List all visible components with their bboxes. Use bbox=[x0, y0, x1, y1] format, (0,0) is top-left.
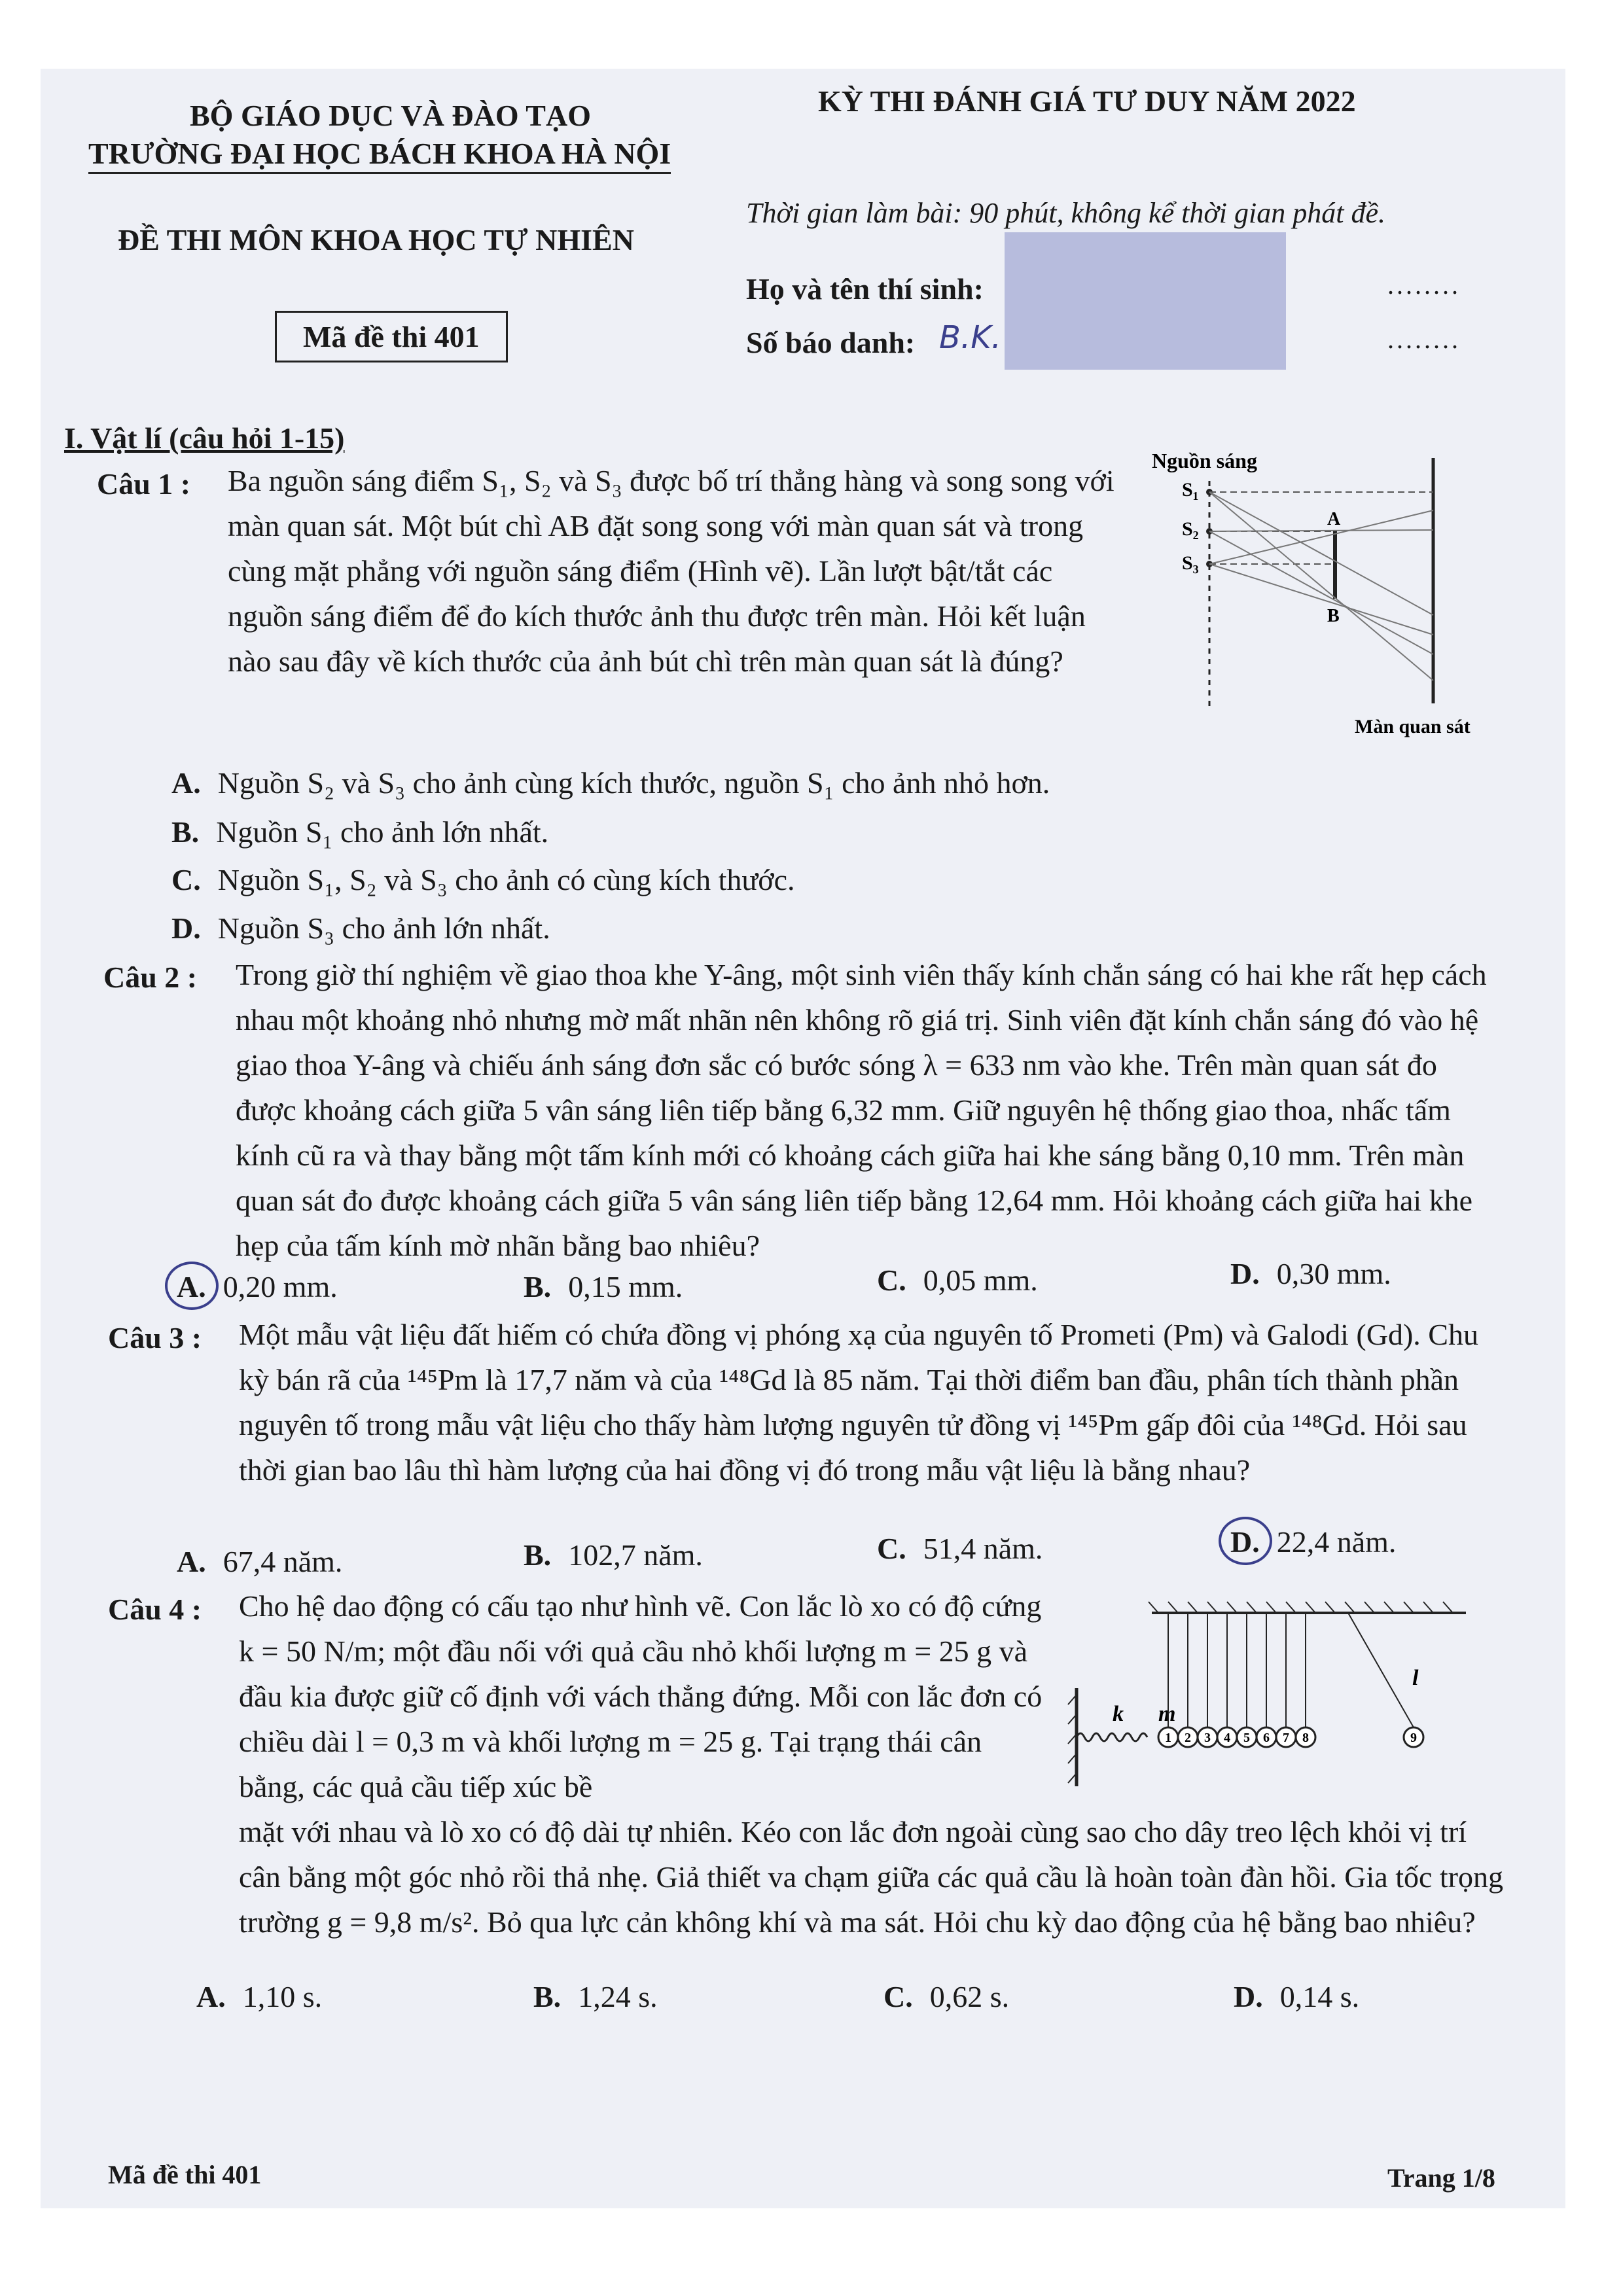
q4-option-a: A. 1,10 s. bbox=[196, 1980, 323, 2013]
ball-7-label: 7 bbox=[1283, 1731, 1289, 1745]
ball-4-label: 4 bbox=[1224, 1731, 1230, 1745]
ball-8-label: 8 bbox=[1302, 1731, 1309, 1745]
q3-text: Một mẫu vật liệu đất hiếm có chứa đồng vị phóng xạ của nguyên tố Prometi (Pm) và Galodi (Gd). Chu kỳ bán rã của ¹⁴⁵Pm là 17,7 năm và của ¹⁴⁸Gd là 85 năm. Tại thời điểm ban đầu, phân tích thành phần nguyên tố trong mẫu vật liệu cho thấy hàm lượng nguyên tử đồng vị ¹⁴⁵Pm gấp đôi của ¹⁴⁸Gd. Hỏi sau thời gian bao lâu thì hàm lượng của hai đồng vị đó trong mẫu vật liệu là bằng nhau? bbox=[239, 1318, 1478, 1487]
name-dots: ........ bbox=[1387, 270, 1461, 300]
q4-label: Câu 4 : bbox=[108, 1593, 202, 1626]
candidate-name-label: Họ và tên thí sinh: bbox=[746, 272, 984, 306]
fig-screen-label: Màn quan sát bbox=[1355, 716, 1471, 737]
footer-page-number: Trang 1/8 bbox=[1387, 2163, 1495, 2193]
q4-option-c: C. 0,62 s. bbox=[883, 1980, 1010, 2013]
q4-option-b: B. 1,24 s. bbox=[533, 1980, 658, 2013]
subject-title: ĐỀ THI MÔN KHOA HỌC TỰ NHIÊN bbox=[118, 223, 634, 256]
q2-text: Trong giờ thí nghiệm về giao thoa khe Y-âng, một sinh viên thấy kính chắn sáng có hai khe rất hẹp cách nhau một khoảng nhỏ nhưng mờ mất nhãn nên không rõ giá trị. Sinh viên đặt kính chắn sáng đó vào hệ giao thoa Y-âng và chiếu ánh sáng đơn sắc có bước sóng λ = 633 nm vào khe. Trên màn quan sát đo được khoảng cách giữa 5 vân sáng liên tiếp bằng 6,32 mm. Giữ nguyên hệ thống giao thoa, nhấc tấm kính cũ ra và thay bằng một tấm kính mới có khoảng cách giữa hai khe sáng bằng 0,10 mm. Trên màn quan sát đo được khoảng cách giữa 5 vân sáng liên tiếp bằng 12,64 mm. Hỏi khoảng cách giữa hai khe hẹp của tấm kính mờ nhãn bằng bao nhiêu? bbox=[236, 958, 1487, 1262]
fig-m-label: m bbox=[1158, 1702, 1176, 1726]
q1-light-figure bbox=[1139, 445, 1505, 752]
ball-1-label: 1 bbox=[1165, 1731, 1171, 1745]
q2-option-d: D. 0,30 mm. bbox=[1230, 1257, 1391, 1290]
q2-option-a: A. 0,20 mm. bbox=[177, 1270, 338, 1303]
q3-answer-circle bbox=[1219, 1517, 1272, 1565]
fig-l-label: l bbox=[1412, 1666, 1419, 1690]
q3-option-a: A. 67,4 năm. bbox=[177, 1545, 343, 1578]
q3-option-c: C. 51,4 năm. bbox=[877, 1532, 1043, 1565]
exam-code-box: Mã đề thi 401 bbox=[275, 311, 508, 362]
q4-text-bottom: mặt với nhau và lò xo có độ dài tự nhiên. Kéo con lắc đơn ngoài cùng sao cho dây treo lệch khỏi vị trí cân bằng một góc nhỏ rồi thả nhẹ. Giả thiết va chạm giữa các quả cầu là hoàn toàn đàn hồi. Gia tốc trọng trường g = 9,8 m/s². Bỏ qua lực cản không khí và ma sát. Hỏi chu kỳ dao động của hệ bằng bao nhiêu? bbox=[239, 1815, 1503, 1939]
exam-title: KỲ THI ĐÁNH GIÁ TƯ DUY NĂM 2022 bbox=[818, 84, 1356, 118]
fig-s2-label: S₂ bbox=[1182, 518, 1199, 540]
q4-pendulum-figure bbox=[1067, 1597, 1472, 1806]
fig-a-label: A bbox=[1327, 509, 1341, 529]
q1-option-a: A. Nguồn S₂ và S₃ cho ảnh cùng kích thước, nguồn S₁ cho ảnh nhỏ hơn. bbox=[171, 766, 1050, 800]
candidate-id-handwritten: B.K. bbox=[939, 319, 1001, 356]
fig-source-label: Nguồn sáng bbox=[1152, 449, 1257, 472]
q2-answer-circle bbox=[165, 1262, 219, 1310]
q4-text-top: Cho hệ dao động có cấu tạo như hình vẽ. Con lắc lò xo có độ cứng k = 50 N/m; một đầu nối với quả cầu nhỏ khối lượng m = 25 g và đầu kia được giữ cố định với vách thẳng đứng. Mỗi con lắc đơn có chiều dài l = 0,3 m và khối lượng m = 25 g. Tại trạng thái cân bằng, các quả cầu tiếp xúc bề bbox=[239, 1589, 1043, 1803]
ball-9-label: 9 bbox=[1410, 1731, 1417, 1745]
ministry-name: BỘ GIÁO DỤC VÀ ĐÀO TẠO bbox=[190, 99, 591, 132]
spring bbox=[1077, 1733, 1147, 1741]
fig-b-label: B bbox=[1327, 606, 1340, 626]
ball-2-label: 2 bbox=[1185, 1731, 1191, 1745]
q2-option-c: C. 0,05 mm. bbox=[877, 1263, 1038, 1297]
university-name: TRƯỜNG ĐẠI HỌC BÁCH KHOA HÀ NỘI bbox=[88, 136, 671, 174]
fig-s1-label: S₁ bbox=[1182, 479, 1199, 501]
q1-option-d: D. Nguồn S₃ cho ảnh lớn nhất. bbox=[171, 911, 550, 945]
redacted-area bbox=[1005, 232, 1286, 370]
ball-3-label: 3 bbox=[1204, 1731, 1211, 1745]
ball-5-label: 5 bbox=[1243, 1731, 1250, 1745]
q1-text: Ba nguồn sáng điểm S₁, S₂ và S₃ được bố trí thẳng hàng và song song với màn quan sát. Một bút chì AB đặt song song với màn quan sát và trong cùng mặt phẳng với nguồn sáng điểm (Hình vẽ). Lần lượt bật/tắt các nguồn sáng điểm để đo kích thước ảnh thu được trên màn. Hỏi kết luận nào sau đây về kích thước của ảnh bút chì trên màn quan sát là đúng? bbox=[228, 464, 1115, 678]
q1-label: Câu 1 : bbox=[97, 467, 191, 501]
footer-exam-code: Mã đề thi 401 bbox=[108, 2160, 262, 2189]
ball-6-label: 6 bbox=[1263, 1731, 1270, 1745]
q2-label: Câu 2 : bbox=[103, 961, 198, 994]
q1-option-c: C. Nguồn S₁, S₂ và S₃ cho ảnh có cùng kích thước. bbox=[171, 863, 795, 896]
id-dots: ........ bbox=[1387, 325, 1461, 354]
section-title: I. Vật lí (câu hỏi 1-15) bbox=[64, 421, 345, 455]
fig-s3-label: S₃ bbox=[1182, 552, 1199, 574]
candidate-id-label: Số báo danh: bbox=[746, 326, 916, 359]
q4-option-d: D. 0,14 s. bbox=[1234, 1980, 1360, 2013]
time-note: Thời gian làm bài: 90 phút, không kể thời gian phát đề. bbox=[746, 197, 1386, 229]
q1-option-b: B. Nguồn S₁ cho ảnh lớn nhất. bbox=[171, 815, 549, 849]
q3-option-b: B. 102,7 năm. bbox=[524, 1538, 703, 1572]
fig-k-label: k bbox=[1113, 1702, 1124, 1726]
q3-label: Câu 3 : bbox=[108, 1321, 202, 1354]
q3-option-d: D. 22,4 năm. bbox=[1230, 1525, 1397, 1559]
q2-option-b: B. 0,15 mm. bbox=[524, 1270, 683, 1303]
